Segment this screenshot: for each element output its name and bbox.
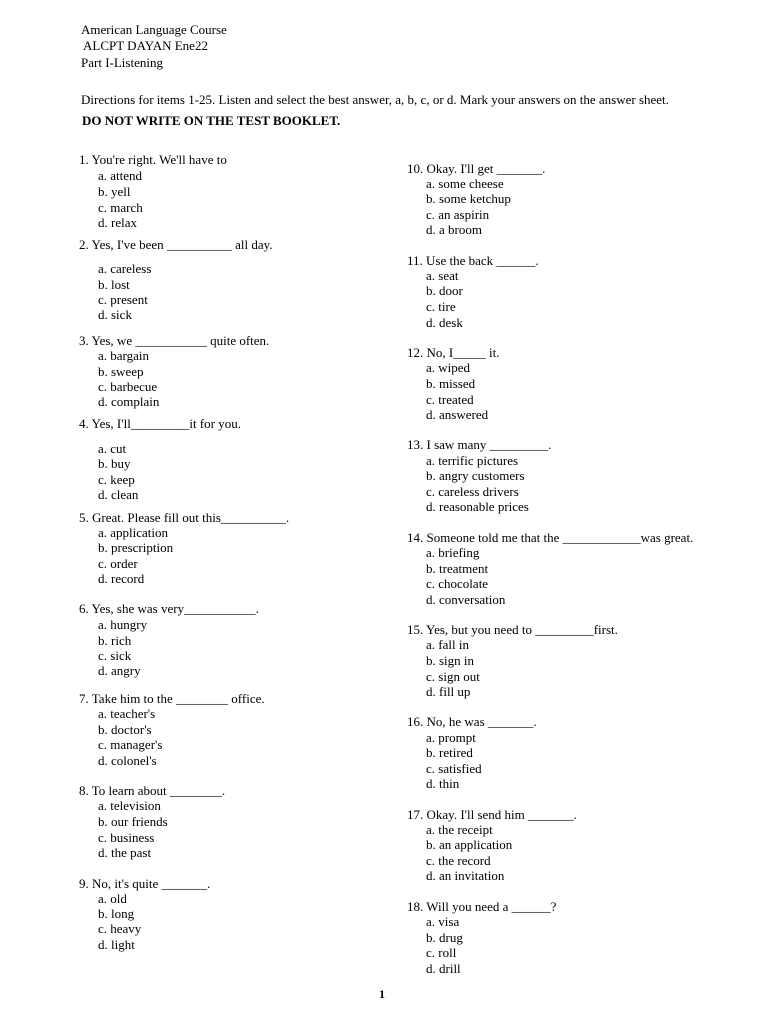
option: c. tire — [426, 299, 456, 314]
question-4: 4. Yes, I'll_________it for you. — [79, 416, 241, 431]
option: c. order — [98, 556, 138, 571]
option: a. application — [98, 525, 169, 540]
option: c. barbecue — [98, 379, 158, 394]
option: d. the past — [98, 845, 152, 860]
option: d. angry — [98, 663, 141, 678]
option: b. sign in — [426, 653, 475, 668]
option: c. roll — [426, 945, 457, 960]
option: d. fill up — [426, 684, 471, 699]
option: c. sick — [98, 648, 132, 663]
option: d. thin — [426, 776, 460, 791]
option: a. bargain — [98, 348, 150, 363]
option: a. prompt — [426, 730, 476, 745]
option: a. television — [98, 798, 161, 813]
option: c. keep — [98, 472, 135, 487]
option: b. drug — [426, 930, 463, 945]
option: b. buy — [98, 456, 131, 471]
question-8: 8. To learn about ________. — [79, 783, 226, 798]
option: d. drill — [426, 961, 461, 976]
question-6: 6. Yes, she was very___________. — [79, 601, 259, 616]
option: b. some ketchup — [426, 191, 511, 206]
option: a. cut — [98, 441, 127, 456]
option: d. desk — [426, 315, 463, 330]
option: a. wiped — [426, 360, 471, 375]
option: b. treatment — [426, 561, 489, 576]
option: b. missed — [426, 376, 476, 391]
warning-text: DO NOT WRITE ON THE TEST BOOKLET. — [82, 113, 341, 128]
option: a. visa — [426, 914, 460, 929]
question-2: 2. Yes, I've been __________ all day. — [79, 237, 273, 252]
option: a. seat — [426, 268, 459, 283]
option: d. an invitation — [426, 868, 505, 883]
option: b. door — [426, 283, 463, 298]
question-11: 11. Use the back ______. — [407, 253, 539, 268]
option: d. record — [98, 571, 145, 586]
option: c. chocolate — [426, 576, 489, 591]
question-5: 5. Great. Please fill out this__________. — [79, 510, 290, 525]
option: b. lost — [98, 277, 130, 292]
option: c. march — [98, 200, 143, 215]
part-title: Part I-Listening — [81, 55, 163, 70]
question-18: 18. Will you need a ______? — [407, 899, 557, 914]
option: a. fall in — [426, 637, 469, 652]
option: d. sick — [98, 307, 132, 322]
directions: Directions for items 1-25. Listen and select the best answer, a, b, c, or d. Mark your answers on the answer sheet. — [81, 92, 669, 107]
option: a. old — [98, 891, 127, 906]
question-9: 9. No, it's quite _______. — [79, 876, 211, 891]
option: c. an aspirin — [426, 207, 490, 222]
option: c. present — [98, 292, 148, 307]
question-16: 16. No, he was _______. — [407, 714, 537, 729]
question-7: 7. Take him to the ________ office. — [79, 691, 265, 706]
option: c. the record — [426, 853, 491, 868]
option: b. prescription — [98, 540, 174, 555]
option: a. attend — [98, 168, 143, 183]
option: b. angry customers — [426, 468, 525, 483]
test-id: ALCPT DAYAN Ene22 — [83, 38, 208, 53]
option: b. doctor's — [98, 722, 152, 737]
option: c. careless drivers — [426, 484, 519, 499]
option: d. complain — [98, 394, 160, 409]
option: b. retired — [426, 745, 473, 760]
page-number: 1 — [379, 987, 385, 1001]
option: d. clean — [98, 487, 139, 502]
option: c. heavy — [98, 921, 142, 936]
option: b. long — [98, 906, 135, 921]
option: c. satisfied — [426, 761, 482, 776]
option: a. some cheese — [426, 176, 504, 191]
option: d. reasonable prices — [426, 499, 529, 514]
option: b. our friends — [98, 814, 168, 829]
question-10: 10. Okay. I'll get _______. — [407, 161, 546, 176]
option: a. careless — [98, 261, 152, 276]
option: a. hungry — [98, 617, 148, 632]
option: b. sweep — [98, 364, 144, 379]
question-13: 13. I saw many _________. — [407, 437, 552, 452]
option: b. rich — [98, 633, 132, 648]
option: d. light — [98, 937, 135, 952]
option: d. conversation — [426, 592, 506, 607]
question-3: 3. Yes, we ___________ quite often. — [79, 333, 270, 348]
option: c. business — [98, 830, 155, 845]
question-15: 15. Yes, but you need to _________first. — [407, 622, 618, 637]
question-12: 12. No, I_____ it. — [407, 345, 500, 360]
question-1: 1. You're right. We'll have to — [79, 152, 227, 167]
option: b. yell — [98, 184, 131, 199]
option: a. briefing — [426, 545, 480, 560]
option: d. a broom — [426, 222, 482, 237]
option: a. terrific pictures — [426, 453, 519, 468]
option: c. treated — [426, 392, 474, 407]
option: d. relax — [98, 215, 137, 230]
option: a. the receipt — [426, 822, 493, 837]
option: b. an application — [426, 837, 513, 852]
course-title: American Language Course — [81, 22, 227, 37]
question-14: 14. Someone told me that the ____________was great. — [407, 530, 694, 545]
option: c. sign out — [426, 669, 480, 684]
option: a. teacher's — [98, 706, 156, 721]
option: d. colonel's — [98, 753, 157, 768]
question-17: 17. Okay. I'll send him _______. — [407, 807, 577, 822]
option: c. manager's — [98, 737, 163, 752]
option: d. answered — [426, 407, 489, 422]
